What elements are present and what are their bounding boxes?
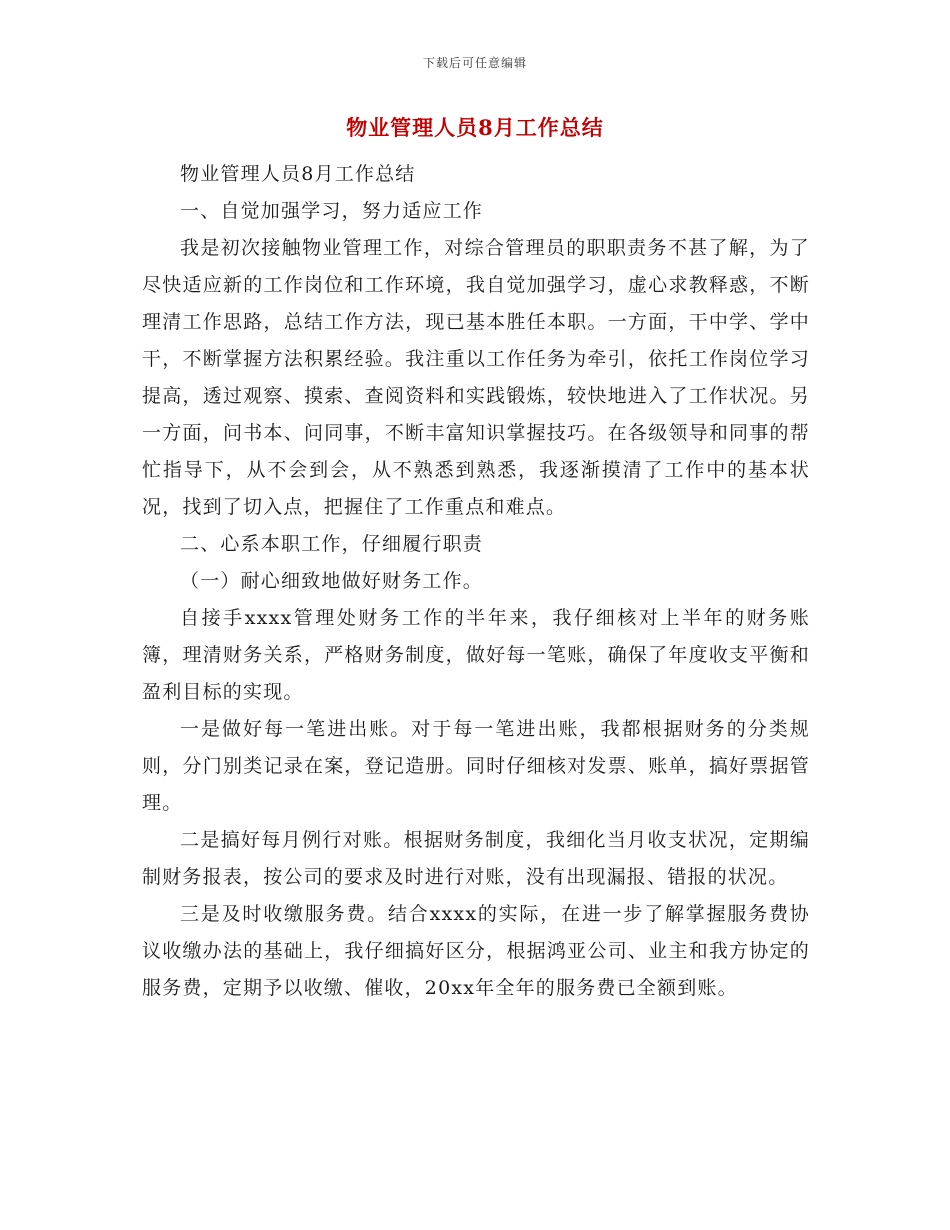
paragraph-finance: 自接手xxxx管理处财务工作的半年来，我仔细核对上半年的财务账簿，理清财务关系，严格财务制度，做好每一笔账，确保了年度收支平衡和盈利目标的实现。 — [142, 607, 810, 703]
subsection-heading-1: （一）耐心细致地做好财务工作。 — [180, 570, 484, 592]
paragraph-subtitle: 物业管理人员8月工作总结 — [180, 163, 416, 185]
section-heading-1: 一、自觉加强学习，努力适应工作 — [180, 200, 484, 222]
paragraph-point-3: 三是及时收缴服务费。结合xxxx的实际，在进一步了解掌握服务费协议收缴办法的基础上，我仔细搞好区分，根据鸿亚公司、业主和我方协定的服务费，定期予以收缴、催收，20xx年全年的服务费已全额到账。 — [142, 903, 810, 999]
section-heading-2: 二、心系本职工作，仔细履行职责 — [180, 533, 484, 555]
paragraph-point-2: 二是搞好每月例行对账。根据财务制度，我细化当月收支状况，定期编制财务报表，按公司的要求及时进行对账，没有出现漏报、错报的状况。 — [142, 829, 810, 888]
document-title: 物业管理人员8月工作总结 — [346, 115, 604, 140]
header-note: 下载后可任意编辑 — [422, 56, 527, 70]
paragraph-point-1: 一是做好每一笔进出账。对于每一笔进出账，我都根据财务的分类规则，分门别类记录在案，登记造册。同时仔细核对发票、账单，搞好票据管理。 — [142, 718, 810, 814]
document-body — [142, 156, 810, 1007]
paragraph-learning: 我是初次接触物业管理工作，对综合管理员的职职责务不甚了解，为了尽快适应新的工作岗位和工作环境，我自觉加强学习，虚心求教释惑，不断理清工作思路，总结工作方法，现已基本胜任本职。一方面，干中学、学中干，不断掌握方法积累经验。我注重以工作任务为牵引，依托工作岗位学习提高，透过观察、摸索、查阅资料和实践锻炼，较快地进入了工作状况。另一方面，问书本、问同事，不断丰富知识掌握技巧。在各级领导和同事的帮忙指导下，从不会到会，从不熟悉到熟悉，我逐渐摸清了工作中的基本状况，找到了切入点，把握住了工作重点和难点。 — [142, 237, 810, 518]
